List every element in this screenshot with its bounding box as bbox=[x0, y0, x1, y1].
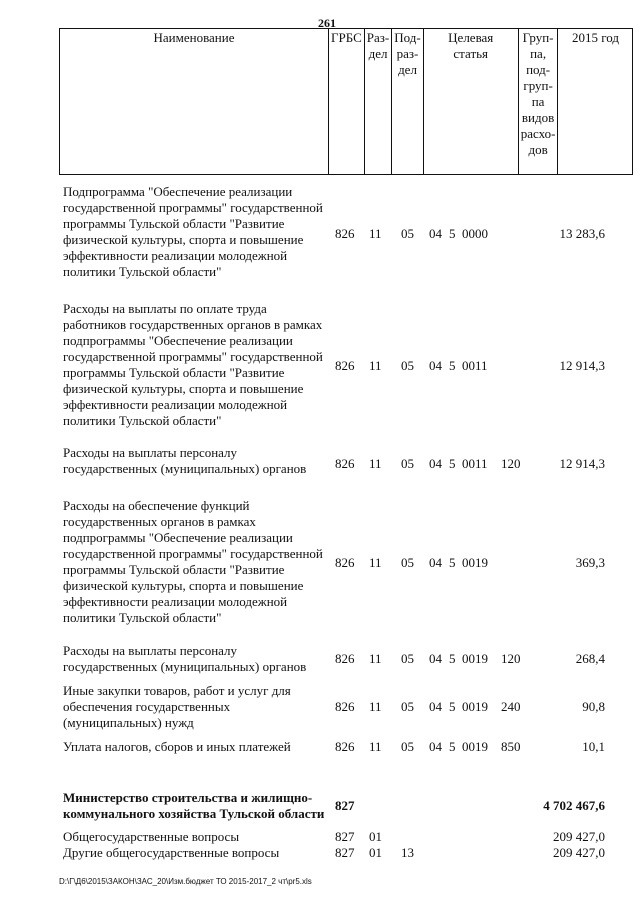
header-grbs: ГРБС bbox=[329, 29, 365, 175]
header-razdel: Раз- дел bbox=[364, 29, 391, 175]
header-year: 2015 год bbox=[558, 29, 633, 175]
header-gruppa: Груп- па, под- груп- па видов расхо- дов bbox=[518, 29, 558, 175]
table-header bbox=[59, 28, 633, 175]
file-path-footer: D:\Г\Д6\2015\ЗАКОН\ЗАС_20\Изм.бюджет ТО 2015-2017_2 чт\pr5.xls bbox=[59, 877, 312, 886]
header-name: Наименование bbox=[60, 29, 329, 175]
header-podrazdel: Под- раз- дел bbox=[392, 29, 423, 175]
page-number: 261 bbox=[318, 16, 336, 30]
header-tselevaya: Целевая статья bbox=[423, 29, 518, 175]
